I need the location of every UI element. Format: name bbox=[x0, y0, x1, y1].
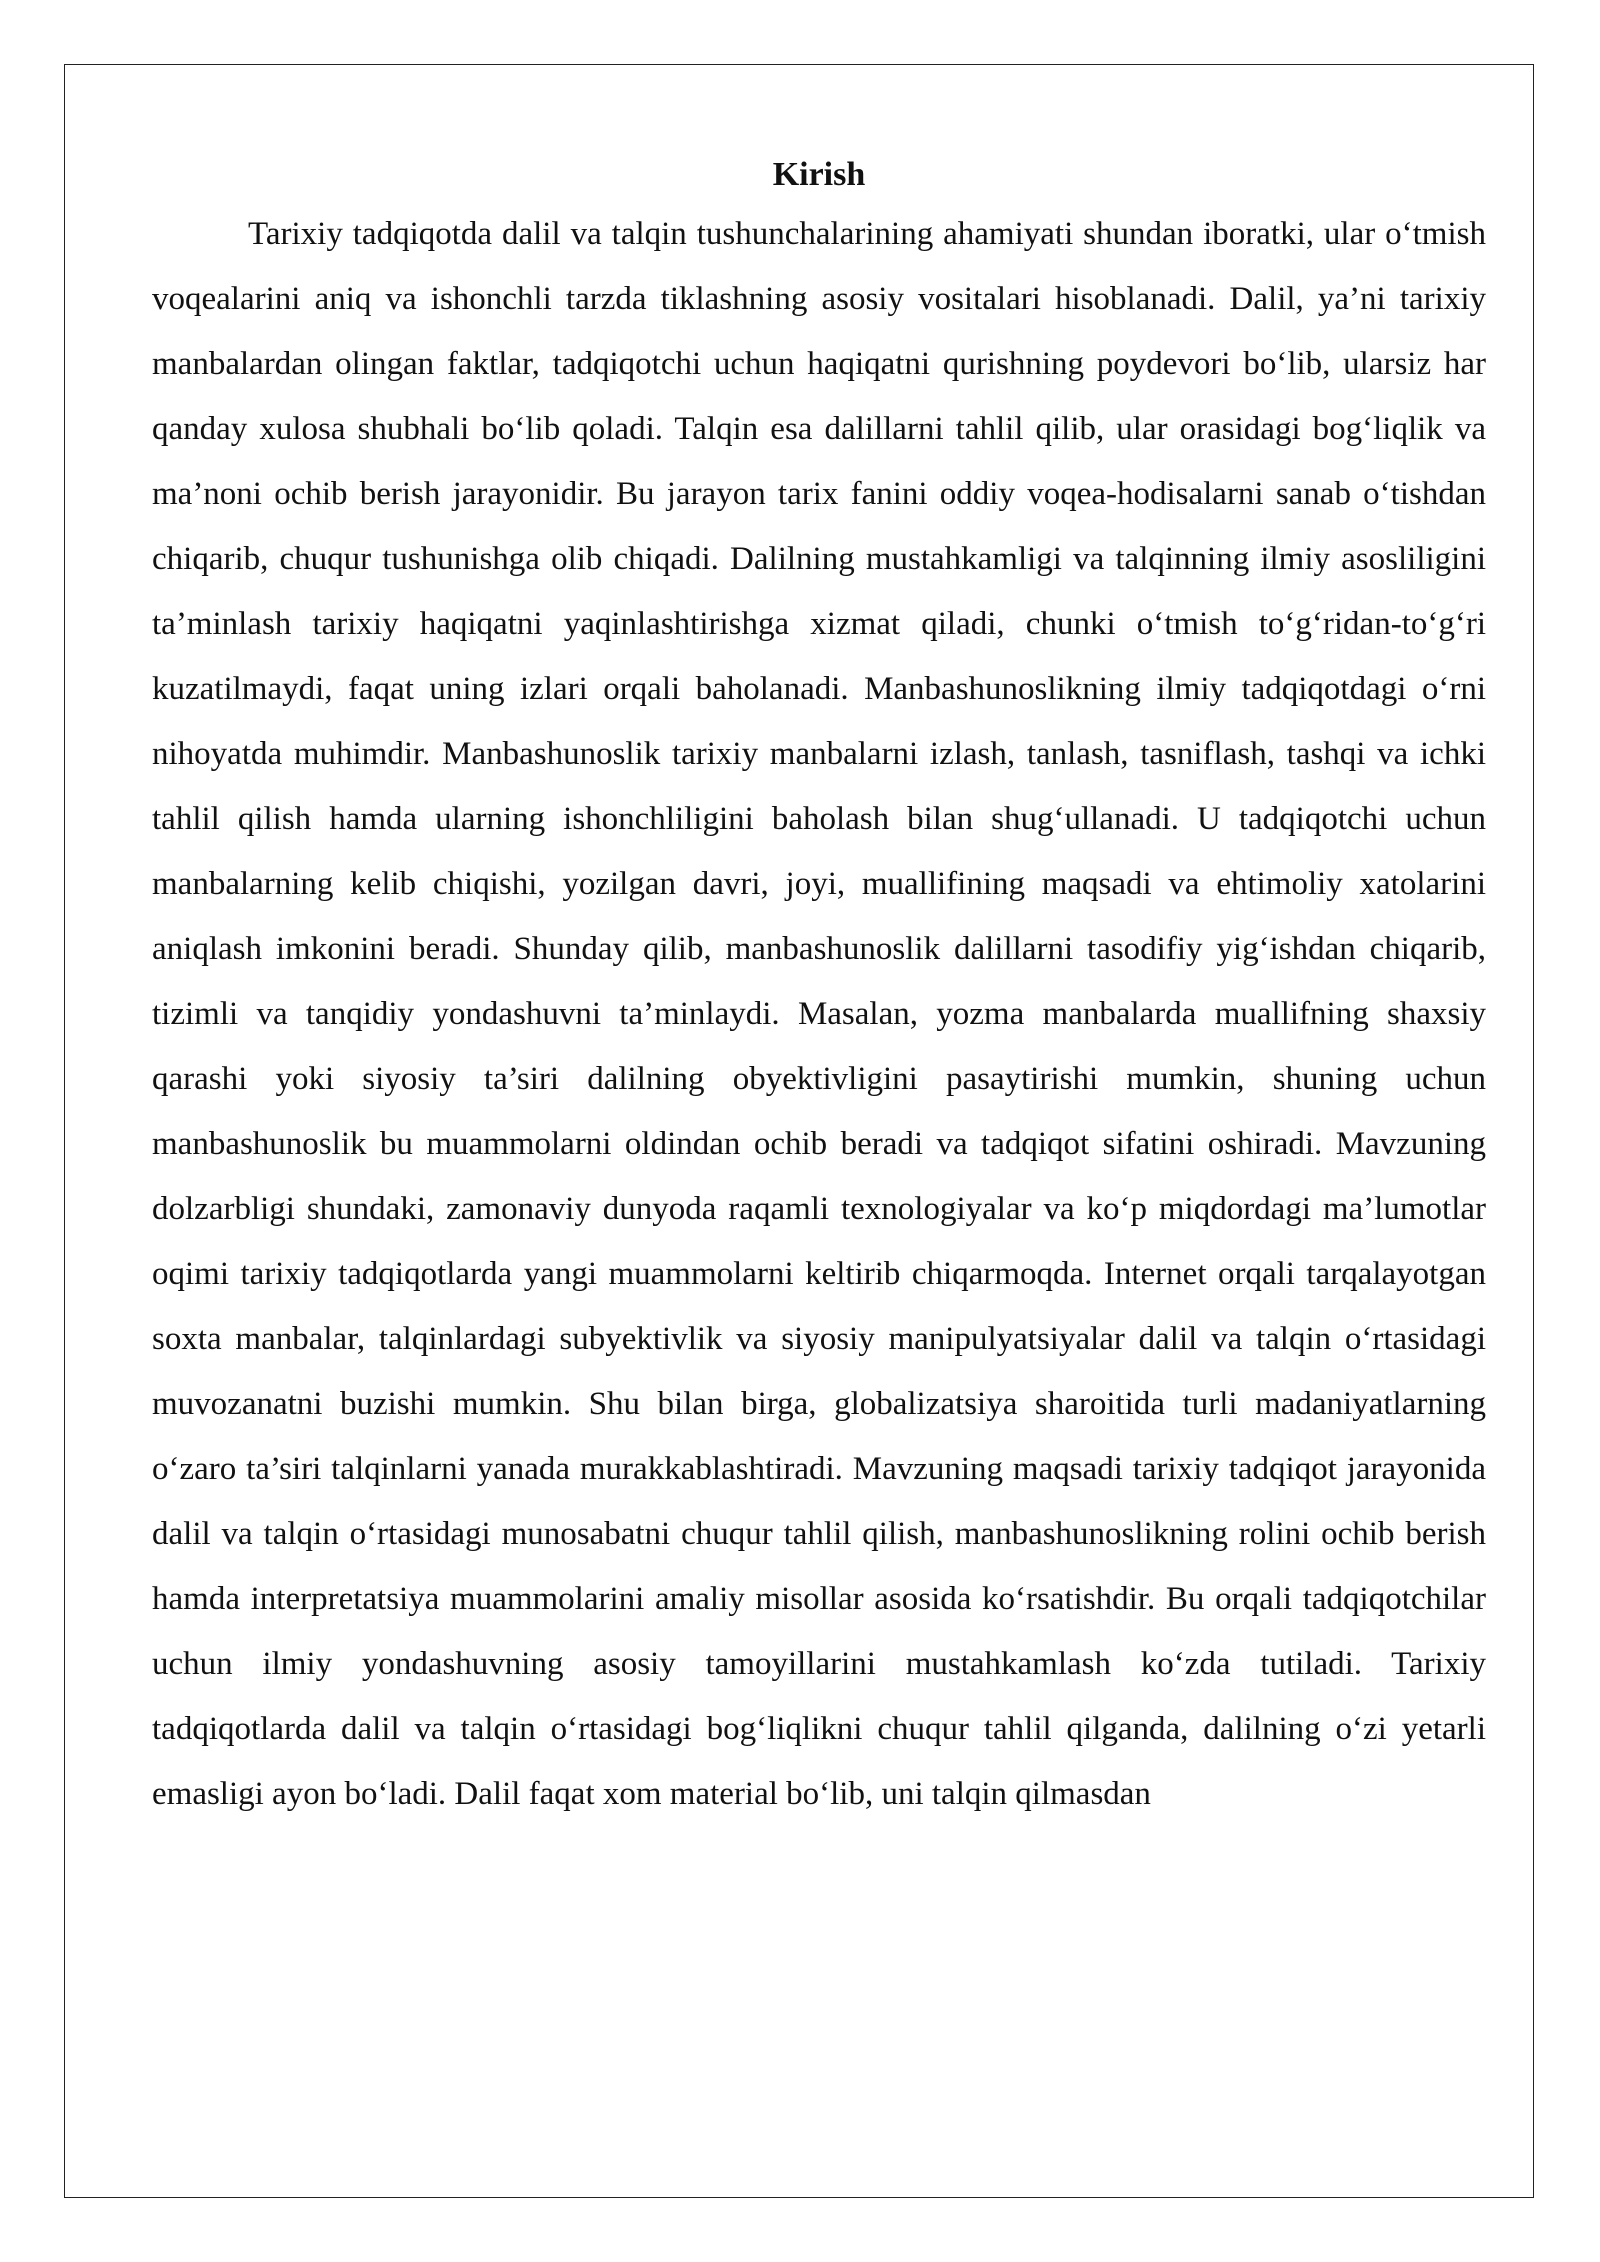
document-content bbox=[152, 148, 1486, 1827]
section-title: Kirish bbox=[772, 156, 866, 193]
body-paragraph: Tarixiy tadqiqotda dalil va talqin tushunchalarining ahamiyati shundan iboratki, ular o‘tmish voqealarini aniq va ishonchli tarzda tiklashning asosiy vositalari hisoblanadi. Dalil, ya’ni tarixiy manbalardan olingan faktlar, tadqiqotchi uchun haqiqatni qurishning poydevori bo‘lib, ularsiz har qanday xulosa shubhali bo‘lib qoladi. Talqin esa dalillarni tahlil qilib, ular orasidagi bog‘liqlik va ma’noni ochib berish jarayonidir. Bu jarayon tarix fanini oddiy voqea-hodisalarni sanab o‘tishdan chiqarib, chuqur tushunishga olib chiqadi. Dalilning mustahkamligi va talqinning ilmiy asosliligini ta’minlash tarixiy haqiqatni yaqinlashtirishga xizmat qiladi, chunki o‘tmish to‘g‘ridan-to‘g‘ri kuzatilmaydi, faqat uning izlari orqali baholanadi. Manbashunoslikning ilmiy tadqiqotdagi o‘rni nihoyatda muhimdir. Manbashunoslik tarixiy manbalarni izlash, tanlash, tasniflash, tashqi va ichki tahlil qilish hamda ularning ishonchliligini baholash bilan shug‘ullanadi. U tadqiqotchi uchun manbalarning kelib chiqishi, yozilgan davri, joyi, muallifining maqsadi va ehtimoliy xatolarini aniqlash imkonini beradi. Shunday qilib, manbashunoslik dalillarni tasodifiy yig‘ishdan chiqarib, tizimli va tanqidiy yondashuvni ta’minlaydi. Masalan, yozma manbalarda muallifning shaxsiy qarashi yoki siyosiy ta’siri dalilning obyektivligini pasaytirishi mumkin, shuning uchun manbashunoslik bu muammolarni oldindan ochib beradi va tadqiqot sifatini oshiradi. Mavzuning dolzarbligi shundaki, zamonaviy dunyoda raqamli texnologiyalar va ko‘p miqdordagi ma’lumotlar oqimi tarixiy tadqiqotlarda yangi muammolarni keltirib chiqarmoqda. Internet orqali tarqalayotgan soxta manbalar, talqinlardagi subyektivlik va siyosiy manipulyatsiyalar dalil va talqin o‘rtasidagi muvozanatni buzishi mumkin. Shu bilan birga, globalizatsiya sharoitida turli madaniyatlarning o‘zaro ta’siri talqinlarni yanada murakkablashtiradi. Mavzuning maqsadi tarixiy tadqiqot jarayonida dalil va talqin o‘rtasidagi munosabatni chuqur tahlil qilish, manbashunoslikning rolini ochib berish hamda interpretatsiya muammolarini amaliy misollar asosida ko‘rsatishdir. Bu orqali tadqiqotchilar uchun ilmiy yondashuvning asosiy tamoyillarini mustahkamlash ko‘zda tutiladi. Tarixiy tadqiqotlarda dalil va talqin o‘rtasidagi bog‘liqlikni chuqur tahlil qilganda, dalilning o‘zi yetarli emasligi ayon bo‘ladi. Dalil faqat xom material bo‘lib, uni talqin qilmasdan bbox=[152, 216, 1486, 1812]
